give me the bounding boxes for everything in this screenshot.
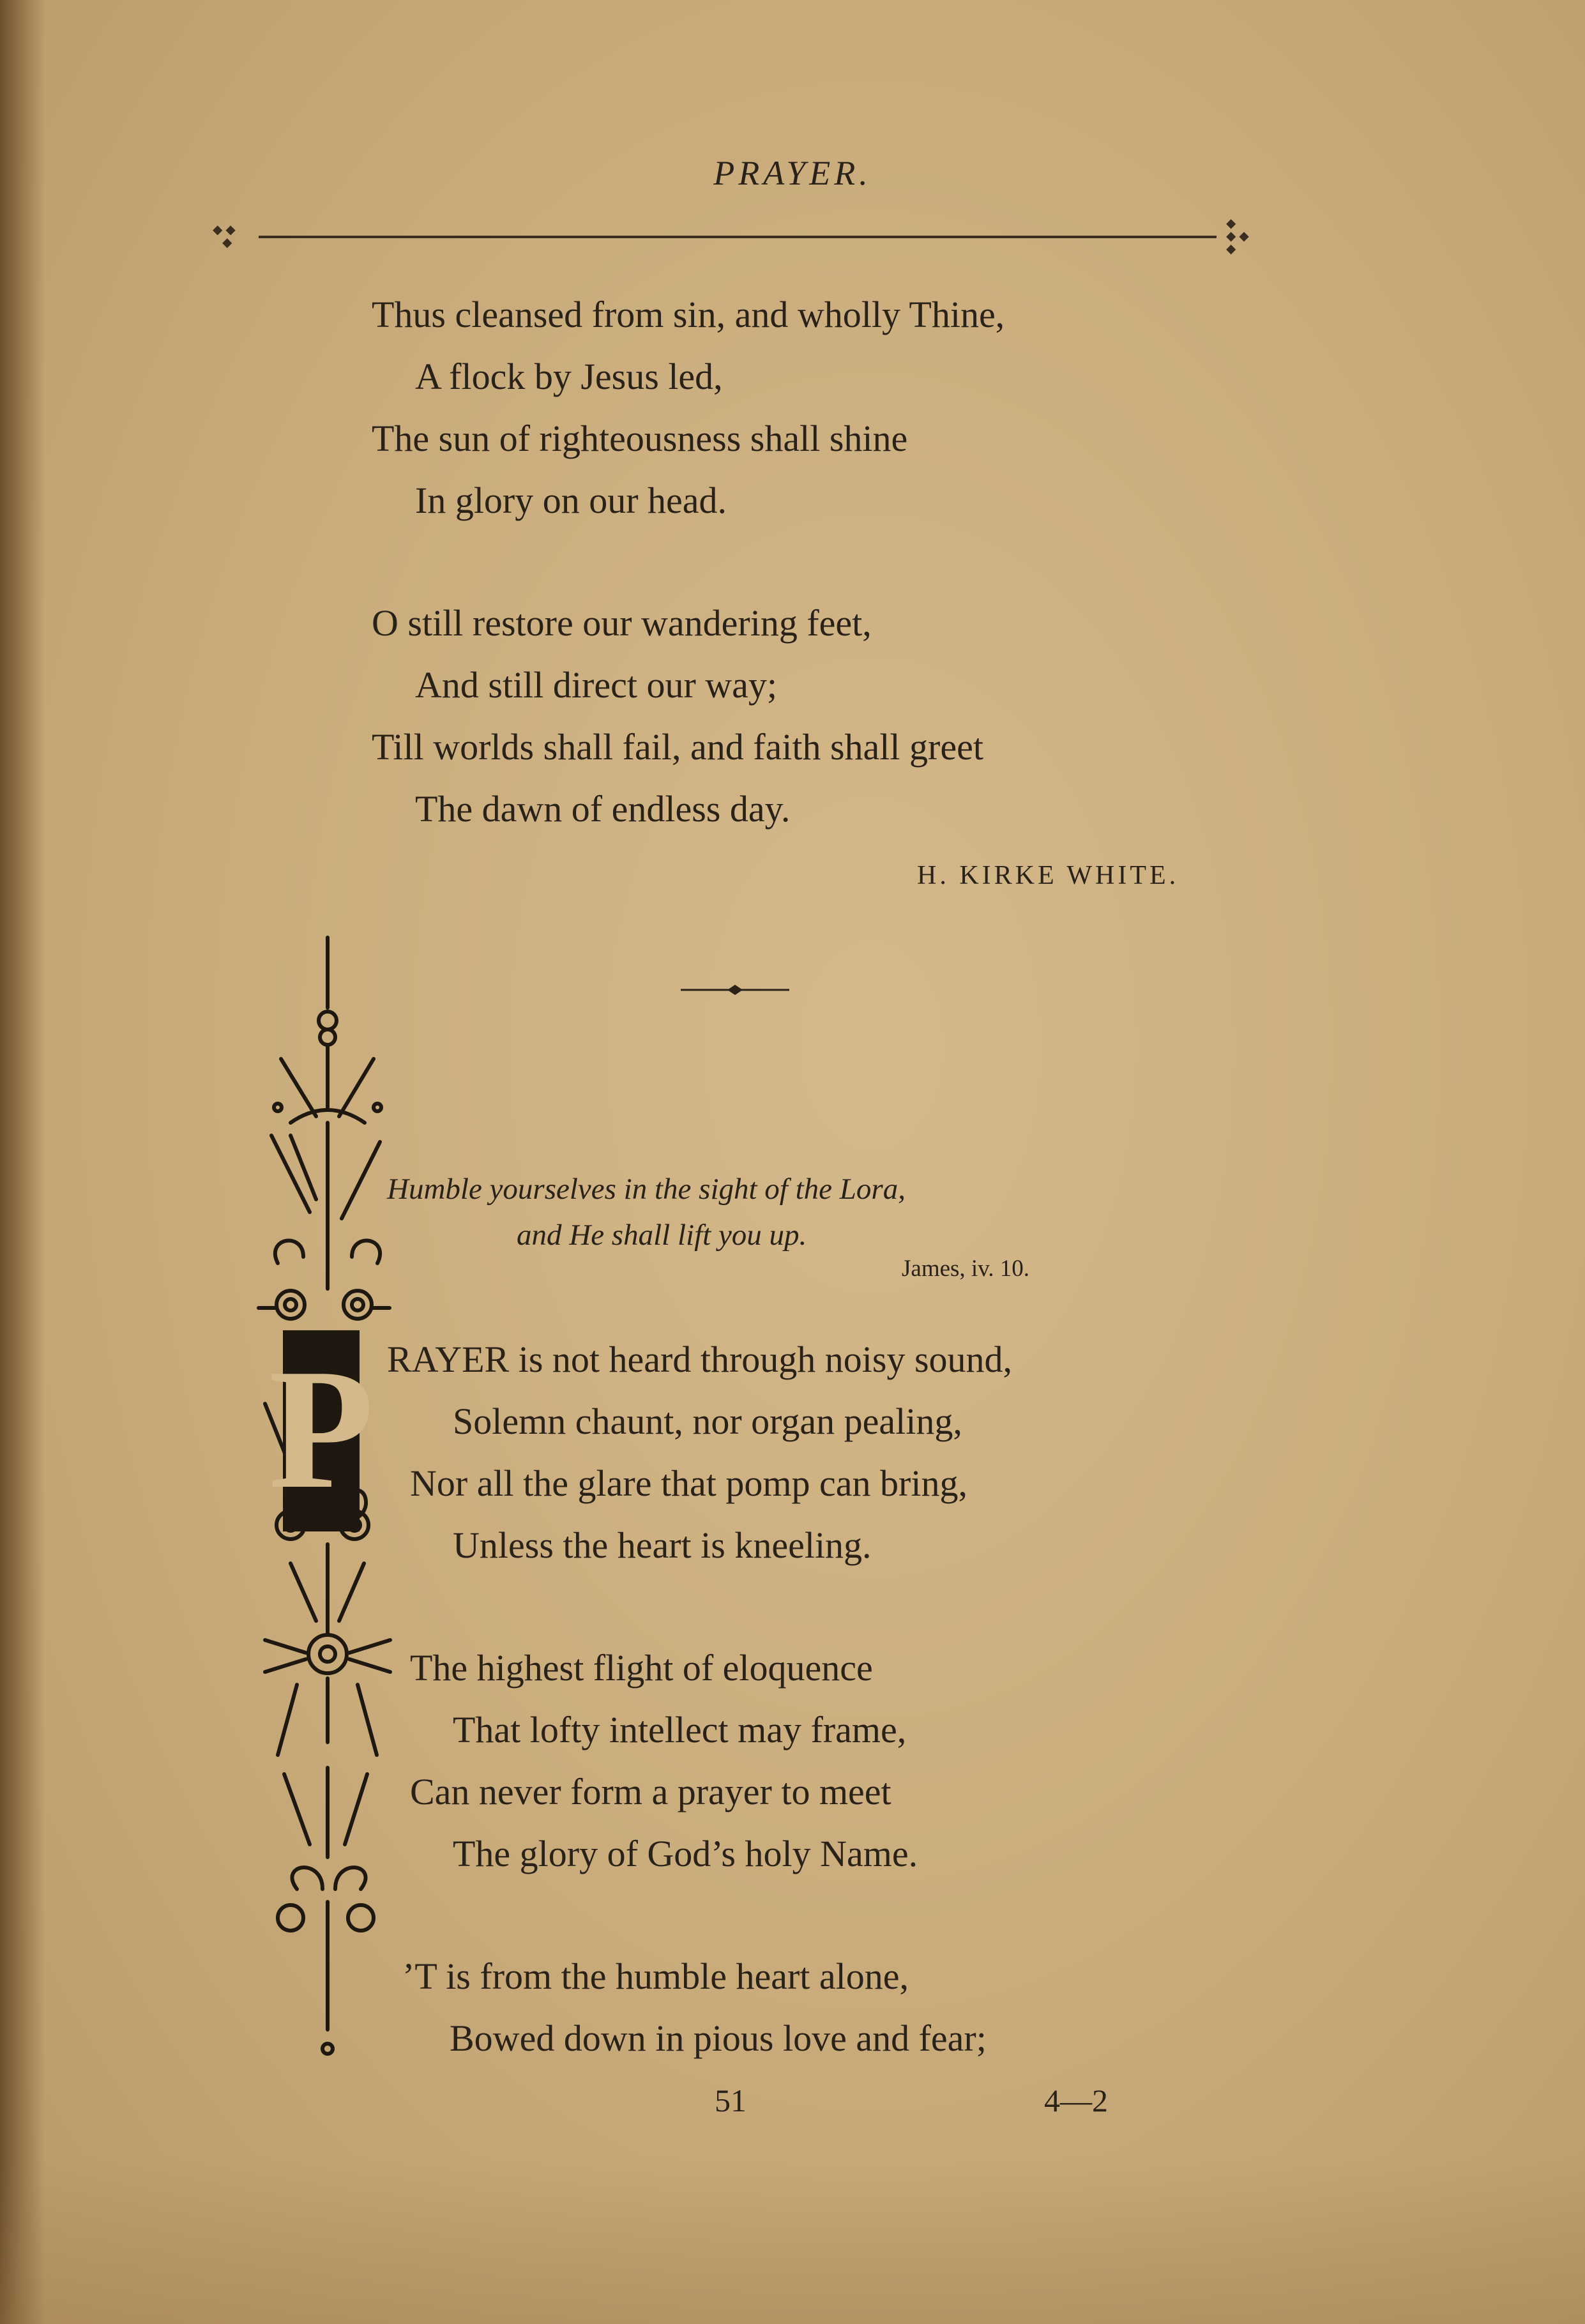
poem-line: Unless the heart is kneeling.: [453, 1524, 872, 1566]
page-bottom-shade: [0, 2158, 1585, 2324]
ornamental-border: [252, 931, 399, 2062]
poem-line: That lofty intellect may frame,: [453, 1709, 907, 1751]
book-spine-shadow: [0, 0, 45, 2324]
epigraph-line-2: and He shall lift you up.: [517, 1219, 807, 1252]
header-rule: [259, 236, 1217, 238]
poem-line: And still direct our way;: [415, 664, 778, 706]
drop-cap-letter: P: [268, 1333, 374, 1524]
section-divider: [681, 982, 789, 998]
signature-mark: 4—2: [1044, 2083, 1108, 2118]
page-number: 51: [715, 2083, 747, 2118]
poem-line: Till worlds shall fail, and faith shall greet: [372, 726, 983, 768]
poem-attribution: H. KIRKE WHITE.: [917, 861, 1179, 890]
poem-line: The glory of God’s holy Name.: [453, 1833, 918, 1874]
epigraph-citation: James, iv. 10.: [902, 1256, 1030, 1282]
poem-line: ’T is from the humble heart alone,: [402, 1956, 909, 1997]
poem-line: A flock by Jesus led,: [415, 356, 723, 397]
poem-line: The sun of righteousness shall shine: [372, 418, 908, 459]
poem-line: In glory on our head.: [415, 480, 727, 521]
left-rule-dots: ◆ ◆ ◆: [213, 223, 236, 250]
poem-line: Thus cleansed from sin, and wholly Thine,: [372, 294, 1005, 335]
poem-line: O still restore our wandering feet,: [372, 602, 872, 644]
poem-line: Nor all the glare that pomp can bring,: [410, 1462, 967, 1504]
poem-line: Bowed down in pious love and fear;: [450, 2017, 987, 2059]
poem-line: Can never form a prayer to meet: [410, 1771, 891, 1812]
poem-line: The dawn of endless day.: [415, 788, 791, 830]
poem-line: Solemn chaunt, nor organ pealing,: [453, 1401, 962, 1442]
running-head: PRAYER.: [713, 154, 872, 192]
poem-line: RAYER is not heard through noisy sound,: [387, 1339, 1013, 1380]
epigraph-line-1: Humble yourselves in the sight of the Lora,: [387, 1173, 906, 1206]
poem-line: The highest flight of eloquence: [410, 1647, 873, 1689]
right-rule-dots: ◆ ◆ ◆ ◆: [1226, 216, 1249, 256]
